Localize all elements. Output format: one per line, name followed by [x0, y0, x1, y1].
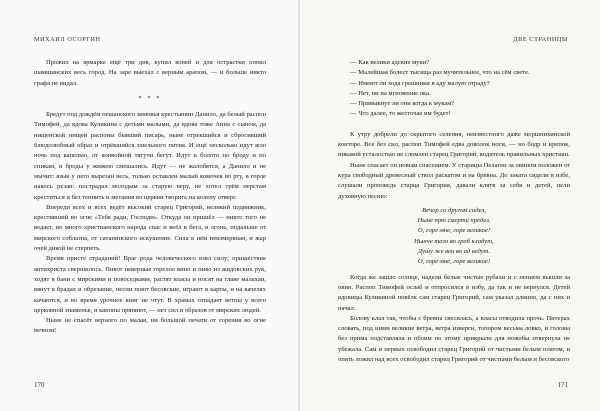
left-paragraph-1: Прожил на ярмарке ещё три дня, купил коней и для острастки опоил шамшинских весь город. На заре выехал с верным арапом, — и больше никто графа не видал. — [34, 59, 266, 87]
right-running-head: ДВЕ СТРАНИЦЫ — [513, 36, 568, 43]
dialog-block — [338, 58, 570, 120]
right-page — [300, 0, 600, 411]
dialog-line: — Имеют ли хода грешники в аду малую отраду? — [350, 79, 490, 87]
left-paragraph-4: Время присте страданий! Враг рода человеческого взял силу; пришествие антихриста свершилось. Пивот неверные горелое вино и пиво из жидовских рук, ходят в бани с мирскими и повоседками, растят власы и носят на главе малахаи, вянут в брадах и обрезание, песни поют бесовские, играют в карты, и на качелях качаются, и во время урочное книг не чтут. В храмах отпадает ветпы у всего церковной знаменье, и каноны пряниют, — нет сил и образов от мирских людей. — [34, 255, 266, 314]
dialog-line: — Привыкнут ли они когда к мукам? — [350, 100, 455, 108]
verse-line: О, горе мне, горе великое! — [417, 258, 491, 266]
verse-block — [338, 206, 570, 268]
dialog-line: — Как велики адские муки? — [350, 59, 430, 66]
right-paragraph-3: Когда же зашло солнце, надели белые чистые рубахи и с пением вышли за овин. Распоп Тимофей ослаб и отпросился в избу, да так и не вернулся. Детей вдовицы Куликиной повёлк сам старец Григорий, сам указал длинно, да с них и начал. — [338, 273, 570, 312]
left-body-text — [34, 58, 266, 337]
right-page-number: 171 — [557, 381, 568, 389]
left-paragraph-2: Бредут под дождём пешанского зимовья крестьянин Данило, да белый распоп Тимофей, да вдова Куликина с детьми малыми, да вдова тоже Анна с сыном, да нищенской нищей распоны бывший писарь, ныне отрекшийся и сбросивший блюдолюбный образ и отрёкшийся хмельного пития. И ещё несколько идут всю ночь под капелью, от конвойной тягучи бегут. Идут в болото по броду и по сникам, и броды у жижею смешались. Идут — не жалобятся, а Данило и не мычит: язык у него вырезан весь, только оставлен малый комочек во рту, в горле накось резан: пострадал молодым за старую веру, не хотел трём перстам креститься и без теннить и метания во церкви творить на колену отверг. — [34, 111, 266, 201]
right-paragraph-1: К утру добрели до скрытого селения, неизвестного даже моршнихинской конторе. Все без сил, распоп Тимофей едва доволок ноги, — но бодр и крепок, никакой усталостью не сломлен старец Григорий, водитель правильных христиан. — [338, 130, 570, 159]
dialog-line: — Нет, ни на мгновение ока. — [350, 89, 431, 97]
left-paragraph-5: Ныне не спасёт верного по малая, ни большой печати от горения во огне вечном! — [34, 317, 266, 335]
dialog-line: — Малейшая болест тысяща раз мучительнее, что на сём свете. — [350, 69, 530, 77]
right-paragraph-2: Ныне спасает он новым спасением. У старицы Пелагеи за овином положен от кура свободный древесный ствол раскатом и на бревна. До заката сидели в избе, слушали проповедь старца Григория, давали клятв за себя и детей, пели духовную песню: — [338, 161, 570, 200]
verse-line: О, горе мне, горе великое! — [417, 227, 491, 235]
left-running-head: МИХАИЛ ОСОРГИН — [34, 36, 101, 43]
left-page-number: 170 — [34, 381, 45, 389]
verse-line: Ныне прю смерти предел. — [417, 217, 491, 225]
right-paragraph-4: Болову клал так, чтобы с бревна свесилась, а власы отводила прочь. Питерах словать, под ними великие ветра, ветра изверги, топором весьма ловко, и головы без прима подставляла и обоим по этому прикрыли для ножобы отвернула не убежала. Сам и первых освободил старец Григорий от чистыми белым платом, и опять ложил над всех освободил старец Григорий от чистыми белым и бесовского — [338, 314, 570, 364]
dialog-line: — Что далее, то жесточае им будет! — [350, 110, 451, 118]
verse-line: Вечор со другом сидел, — [422, 206, 486, 214]
verse-line: Нынче тело во гроб кладут, — [414, 237, 494, 245]
verse-line: Душу же вен во ад ведут. — [417, 248, 491, 256]
left-paragraph-3: Впереди всех и всех ведёт высокий старец Григорий, великий подвижник, крестивший во огне «Тебя ради, Господи». Откуда он пришёл — никто того не ведает, но много христианского народа спас и веёл в бега, в огонь, подальше от мирского соблазна, от сатанинского искушение. Сила в нём неизмеряная, и жар очей дикой не стерпеть. — [34, 203, 266, 253]
section-separator: * * * — [138, 94, 162, 102]
right-body-text — [338, 58, 570, 365]
